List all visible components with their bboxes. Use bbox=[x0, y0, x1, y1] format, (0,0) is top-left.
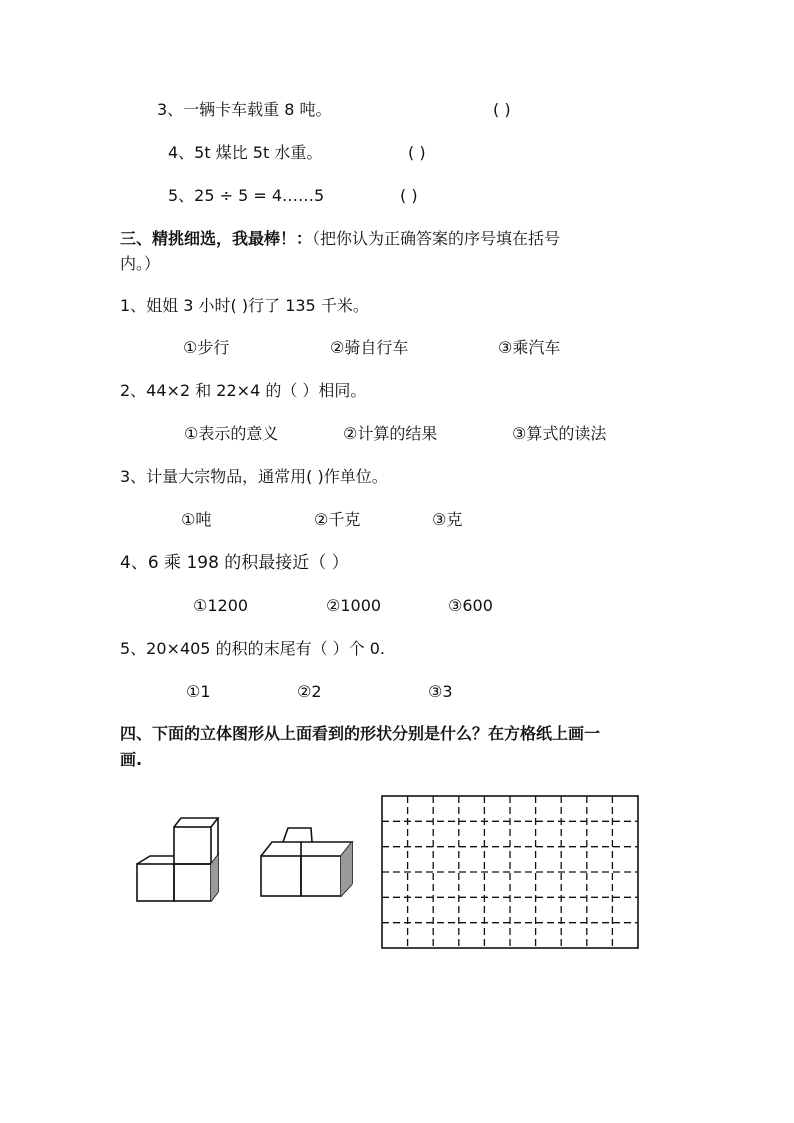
question-1: 1、姐姐 3 小时( )行了 135 千米。 bbox=[120, 296, 369, 315]
option[interactable]: ①1 bbox=[186, 682, 211, 701]
question-2: 2、44×2 和 22×4 的（ ）相同。 bbox=[120, 381, 367, 400]
option[interactable]: ①表示的意义 bbox=[184, 424, 279, 443]
judge-item-4: 4、5t 煤比 5t 水重。 bbox=[168, 143, 323, 162]
section-4-title-cont: 画. bbox=[120, 750, 143, 769]
option[interactable]: ②千克 bbox=[314, 510, 361, 529]
question-3: 3、计量大宗物品，通常用( )作单位。 bbox=[120, 467, 388, 486]
section-3-title: 三、精挑细选，我最棒！： bbox=[120, 229, 313, 248]
section-3-heading bbox=[120, 229, 560, 249]
option[interactable]: ③乘汽车 bbox=[498, 338, 561, 357]
option[interactable]: ②骑自行车 bbox=[330, 338, 409, 357]
option[interactable]: ②2 bbox=[297, 682, 322, 701]
solid-figure-right bbox=[255, 822, 357, 904]
question-4: 4、6 乘 198 的积最接近（ ） bbox=[120, 553, 349, 573]
answer-paren[interactable]: ( ) bbox=[400, 186, 418, 205]
solid-figure-left bbox=[130, 812, 230, 912]
option[interactable]: ②1000 bbox=[326, 596, 382, 615]
answer-paren[interactable]: ( ) bbox=[493, 100, 511, 119]
option[interactable]: ③3 bbox=[428, 682, 453, 701]
option[interactable]: ①1200 bbox=[193, 596, 249, 615]
option[interactable]: ②计算的结果 bbox=[343, 424, 438, 443]
section-3-instruction-cont: 内。） bbox=[120, 254, 161, 273]
answer-paren[interactable]: ( ) bbox=[408, 143, 426, 162]
judge-item-3: 3、一辆卡车载重 8 吨。 bbox=[157, 100, 332, 119]
option[interactable]: ①步行 bbox=[183, 338, 230, 357]
judge-item-5: 5、25 ÷ 5 = 4……5 bbox=[168, 186, 325, 205]
option[interactable]: ③克 bbox=[432, 510, 463, 529]
section-4-title: 四、下面的立体图形从上面看到的形状分别是什么？在方格纸上画一 bbox=[120, 724, 601, 743]
option[interactable]: ③600 bbox=[448, 596, 493, 615]
grid-paper[interactable] bbox=[378, 792, 644, 952]
section-3-instruction: （把你认为正确答案的序号填在括号 bbox=[312, 229, 561, 248]
question-5: 5、20×405 的积的末尾有（ ）个 0. bbox=[120, 639, 386, 658]
option[interactable]: ③算式的读法 bbox=[512, 424, 607, 443]
option[interactable]: ①吨 bbox=[181, 510, 212, 529]
